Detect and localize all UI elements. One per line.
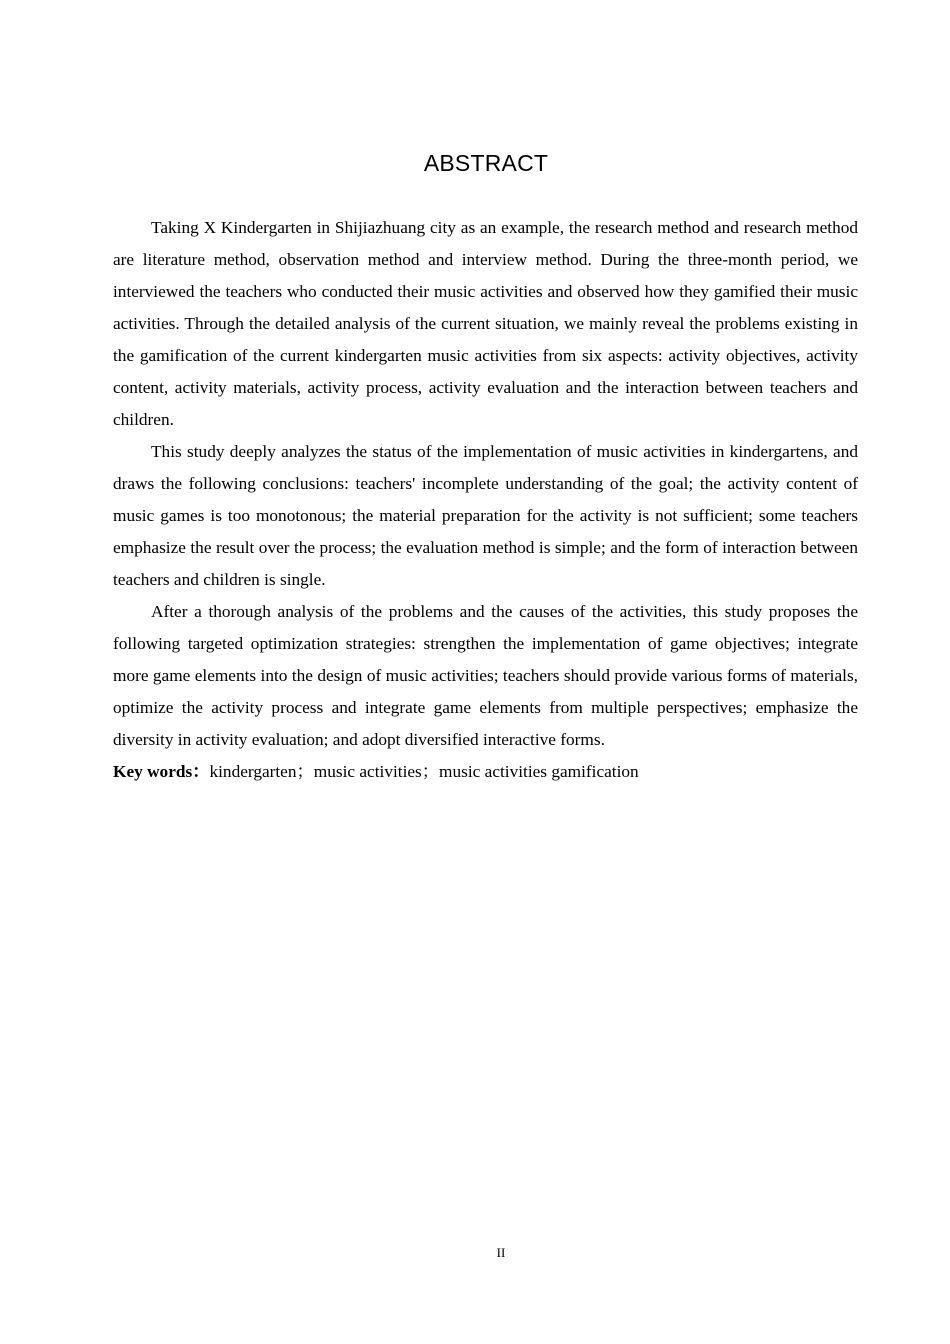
- keywords-label: Key words：: [113, 762, 210, 781]
- page-number: II: [496, 1245, 506, 1260]
- abstract-title: ABSTRACT: [423, 150, 549, 176]
- abstract-paragraph-1: Taking X Kindergarten in Shijiazhuang city as an example, the research method and research method are literature method, observation method and interview method. During the three-month period, we interviewed the teachers who conducted their music activities and observed how they gamified their music activities. Through the detailed analysis of the current situation, we mainly reveal the problems existing in the gamification of the current kindergarten music activities from six aspects: activity objectives, activity content, activity materials, activity process, activity evaluation and the interaction between teachers and children.: [113, 218, 858, 429]
- abstract-paragraph-2: This study deeply analyzes the status of the implementation of music activities in kindergartens, and draws the following conclusions: teachers' incomplete understanding of the goal; the activity content of music games is too monotonous; the material preparation for the activity is not sufficient; some teachers emphasize the result over the process; the evaluation method is simple; and the form of interaction between teachers and children is single.: [113, 442, 858, 589]
- keywords-line: [113, 756, 858, 788]
- keywords-text: kindergarten；music activities；music activities gamification: [209, 762, 639, 781]
- abstract-body: [113, 212, 858, 788]
- abstract-paragraph-3: After a thorough analysis of the problems and the causes of the activities, this study proposes the following targeted optimization strategies: strengthen the implementation of game objectives; integrate more game elements into the design of music activities; teachers should provide various forms of materials, optimize the activity process and integrate game elements from multiple perspectives; emphasize the diversity in activity evaluation; and adopt diversified interactive forms.: [113, 602, 858, 749]
